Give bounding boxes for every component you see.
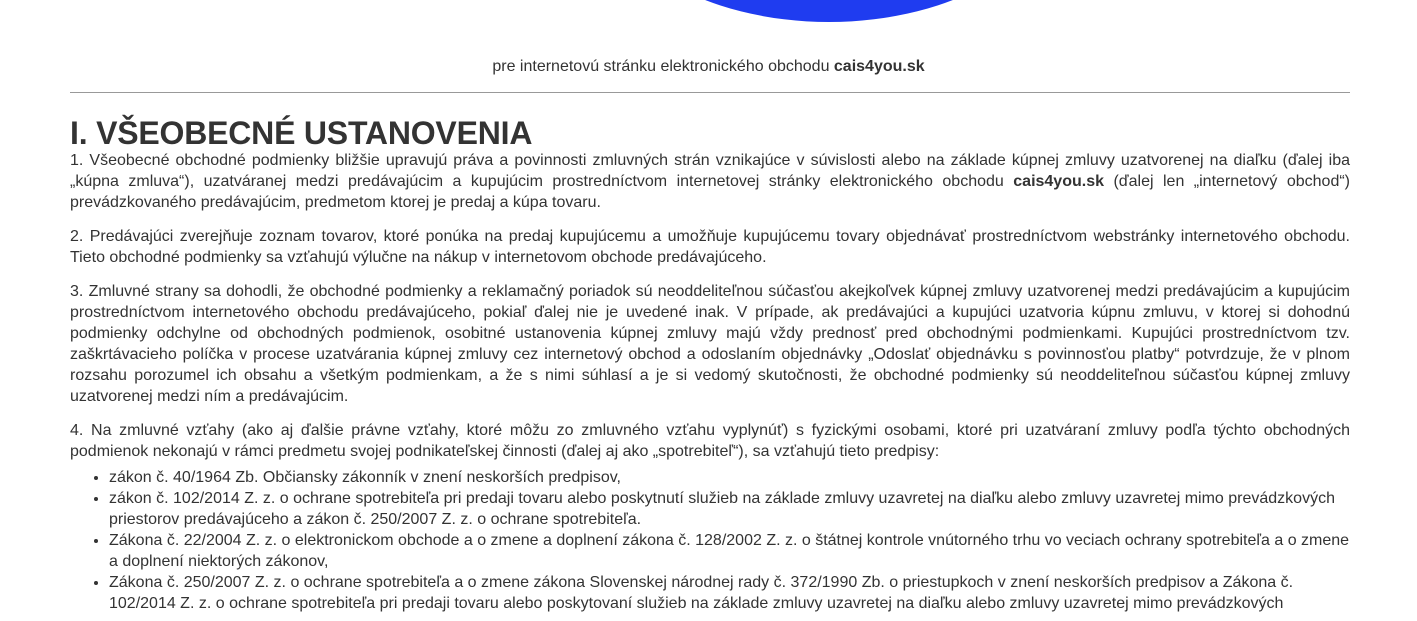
section-title: I. VŠEOBECNÉ USTANOVENIA [70,115,533,151]
paragraph-1 [70,150,1350,213]
paragraph-3: 3. Zmluvné strany sa dohodli, že obchodné podmienky a reklamačný poriadok sú neoddeliteľnou súčasťou akejkoľvek kúpnej zmluvy uzatvorenej medzi predávajúcim a kupujúcim prostredníctvom internetového obchodu predávajúceho, pokiaľ ďalej nie je uvedené inak. V prípade, ak predávajúci a kupujúci uzatvoria kúpnu zmluvu, v ktorej si dohodnú podmienky odchylne od obchodných podmienok, osobitné ustanovenia kúpnej zmluvy majú vždy prednosť pred obchodnými podmienkami. Kupujúci prostredníctvom tzv. zaškrtávacieho políčka v procese uzatvárania kúpnej zmluvy cez internetový obchod a odoslaním objednávky „Odoslať objednávku s povinnosťou platby“ potvrdzuje, že v plnom rozsahu porozumel ich obsahu a všetkým podmienkam, a že s nimi súhlasí a je si vedomý skutočnosti, že obchodné podmienky sú neoddeliteľnou súčasťou kúpnej zmluvy uzatvorenej medzi ním a predávajúcim. [70,283,1350,405]
list-item: • zákon č. 102/2014 Z. z. o ochrane spotrebiteľa pri predaji tovaru alebo poskytnutí služieb na základe zmluvy uzavretej na diaľku alebo zmluvy uzavretej mimo prevádzkových priestorov predávajúceho a zákon č. 250/2007 Z. z. o ochrane spotrebiteľa. [109,488,1350,530]
list-item: • Zákona č. 22/2004 Z. z. o elektronickom obchode a o zmene a doplnení zákona č. 128/2002 Z. z. o štátnej kontrole vnútorného trhu vo veciach ochrany spotrebiteľa a o zmene a doplnení niektorých zákonov, [109,530,1350,572]
header-decorative-shape [598,0,1060,22]
list-item: • Zákona č. 250/2007 Z. z. o ochrane spotrebiteľa a o zmene zákona Slovenskej národnej rady č. 372/1990 Zb. o priestupkoch v znení neskorších predpisov a Zákona č. 102/2014 Z. z. o ochrane spotrebiteľa pri predaji tovaru alebo poskytovaní služieb na základe zmluvy uzavretej na diaľku alebo zmluvy uzavretej mimo prevádzkových [109,572,1350,614]
terms-section [70,116,1350,614]
list-item: • zákon č. 40/1964 Zb. Občiansky zákonník v znení neskorších predpisov, [109,467,1350,488]
paragraph-1-site-name: cais4you.sk [1013,173,1104,190]
subtitle-text: pre internetovú stránku elektronického obchodu [492,58,834,75]
paragraph-1-text-b: (ďalej len „internetový obchod“) prevádzkovaného predávajúcim, predmetom ktorej je predaj a kúpa tovaru. [70,173,1350,211]
paragraph-4: 4. Na zmluvné vzťahy (ako aj ďalšie právne vzťahy, ktoré môžu zo zmluvného vzťahu vyplynúť) s fyzickými osobami, ktoré pri uzatváraní zmluvy podľa týchto obchodných podmienok nekonajú v rámci predmetu svojej podnikateľskej činnosti (ďalej aj ako „spotrebiteľ“), sa vzťahujú tieto predpisy: [70,422,1350,460]
subtitle-site-name: cais4you.sk [833,58,925,75]
laws-list [70,467,1350,614]
paragraph-2: 2. Predávajúci zverejňuje zoznam tovarov, ktoré ponúka na predaj kupujúcemu a umožňuje kupujúcemu tovary objednávať prostredníctvom webstránky internetového obchodu. Tieto obchodné podmienky sa vzťahujú výlučne na nákup v internetovom obchode predávajúceho. [70,228,1350,266]
header-divider [70,92,1350,93]
paragraph-1-text-a: 1. Všeobecné obchodné podmienky bližšie upravujú práva a povinnosti zmluvných strán vznikajúce v súvislosti alebo na základe kúpnej zmluvy uzatvorenej na diaľku (ďalej iba „kúpna zmluva“), uzatváranej medzi predávajúcim a kupujúcim prostredníctvom internetovej stránky elektronického obchodu [70,152,1350,190]
document-subtitle [0,57,1417,77]
